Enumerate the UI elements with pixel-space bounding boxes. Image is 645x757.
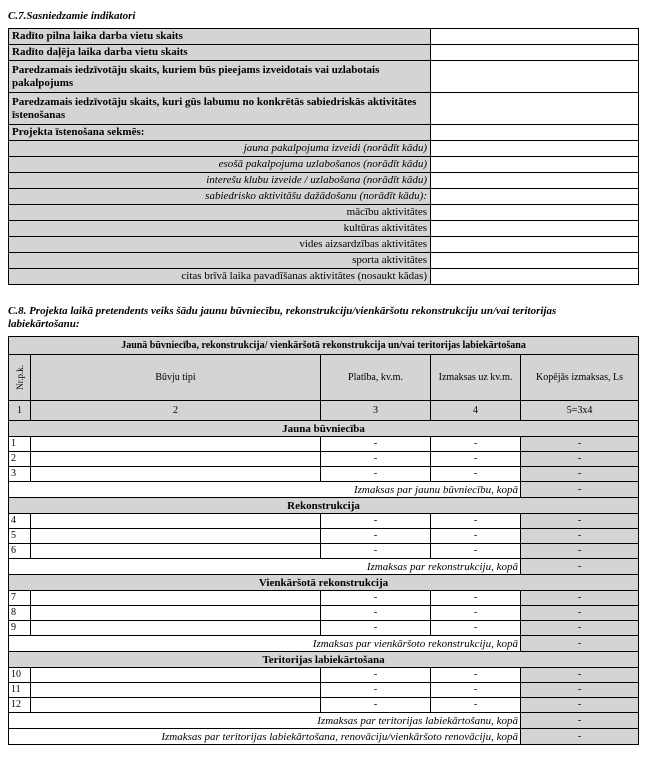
indicator-label: interešu klubu izveide / uzlabošana (norādīt kādu) (9, 173, 431, 189)
building-type-cell[interactable] (31, 698, 321, 713)
indicator-value-cell[interactable] (431, 237, 639, 253)
indicator-value-cell[interactable] (431, 157, 639, 173)
total-cost-cell: - (521, 467, 639, 482)
building-type-cell[interactable] (31, 467, 321, 482)
section-title: Jauna būvniecība (9, 421, 639, 437)
building-type-cell[interactable] (31, 668, 321, 683)
column-number: 4 (431, 401, 521, 421)
total-cost-cell: - (521, 683, 639, 698)
table-row (9, 529, 639, 544)
cost-per-sqm-cell[interactable]: - (431, 452, 521, 467)
table-row (9, 591, 639, 606)
indicator-value-cell[interactable] (431, 173, 639, 189)
row-number: 4 (9, 514, 31, 529)
total-cost-cell: - (521, 668, 639, 683)
subtotal-label: Izmaksas par jaunu būvniecību, kopā (9, 482, 521, 498)
column-header: Būvju tipi (31, 355, 321, 401)
total-cost-cell: - (521, 514, 639, 529)
indicator-label: Radīto daļēja laika darba vietu skaits (9, 45, 431, 61)
indicator-row (9, 125, 639, 141)
area-cell[interactable]: - (321, 698, 431, 713)
indicator-label: sabiedrisko aktivitāšu dažādošanu (norādīt kādu): (9, 189, 431, 205)
area-cell[interactable]: - (321, 683, 431, 698)
total-cost-cell: - (521, 698, 639, 713)
building-type-cell[interactable] (31, 621, 321, 636)
cost-per-sqm-cell[interactable]: - (431, 698, 521, 713)
indicator-value-cell[interactable] (431, 125, 639, 141)
indicator-label: vides aizsardzības aktivitātes (9, 237, 431, 253)
column-number: 3 (321, 401, 431, 421)
indicator-label: esošā pakalpojuma uzlabošanos (norādīt kādu) (9, 157, 431, 173)
indicator-value-cell[interactable] (431, 205, 639, 221)
indicator-label: Paredzamais iedzīvotāju skaits, kuri gūs labumu no konkrētās sabiedriskās aktivitātes īstenošanas (9, 93, 431, 125)
cost-per-sqm-cell[interactable]: - (431, 591, 521, 606)
row-number: 1 (9, 437, 31, 452)
section-c7-title: C.7.Sasniedzamie indikatori (8, 10, 136, 22)
indicators-table (8, 28, 639, 285)
row-number: 10 (9, 668, 31, 683)
indicator-row (9, 253, 639, 269)
total-cost-cell: - (521, 437, 639, 452)
indicator-value-cell[interactable] (431, 93, 639, 125)
area-cell[interactable]: - (321, 529, 431, 544)
table-header-row (9, 337, 639, 355)
section-title: Rekonstrukcija (9, 498, 639, 514)
area-cell[interactable]: - (321, 621, 431, 636)
column-header-label: Nr.p.k. (14, 365, 25, 390)
indicator-value-cell[interactable] (431, 221, 639, 237)
section-title-row (9, 421, 639, 437)
column-header: Kopējās izmaksas, Ls (521, 355, 639, 401)
subtotal-row (9, 713, 639, 729)
building-type-cell[interactable] (31, 514, 321, 529)
table-row (9, 698, 639, 713)
total-cost-cell: - (521, 621, 639, 636)
table-header: Jaunā būvniecība, rekonstrukcija/ vienkāršotā rekonstrukcija un/vai teritorijas labiekārtošana (9, 337, 639, 355)
area-cell[interactable]: - (321, 606, 431, 621)
indicator-value-cell[interactable] (431, 45, 639, 61)
total-cost-cell: - (521, 452, 639, 467)
area-cell[interactable]: - (321, 514, 431, 529)
table-row (9, 668, 639, 683)
indicator-value-cell[interactable] (431, 61, 639, 93)
indicator-row (9, 141, 639, 157)
row-number: 12 (9, 698, 31, 713)
indicator-value-cell[interactable] (431, 189, 639, 205)
building-type-cell[interactable] (31, 529, 321, 544)
table-row (9, 514, 639, 529)
table-row (9, 467, 639, 482)
column-number: 2 (31, 401, 321, 421)
total-cost-cell: - (521, 591, 639, 606)
indicator-label: Radīto pilna laika darba vietu skaits (9, 29, 431, 45)
column-header: Platība, kv.m. (321, 355, 431, 401)
area-cell[interactable]: - (321, 591, 431, 606)
cost-per-sqm-cell[interactable]: - (431, 668, 521, 683)
indicator-label: Projekta īstenošana sekmēs: (9, 125, 431, 141)
building-type-cell[interactable] (31, 437, 321, 452)
subtotal-value: - (521, 713, 639, 729)
indicator-row (9, 237, 639, 253)
cost-per-sqm-cell[interactable]: - (431, 606, 521, 621)
building-type-cell[interactable] (31, 591, 321, 606)
subtotal-value: - (521, 636, 639, 652)
cost-per-sqm-cell[interactable]: - (431, 529, 521, 544)
indicator-row (9, 157, 639, 173)
indicator-label: citas brīvā laika pavadīšanas aktivitātes (nosaukt kādas) (9, 269, 431, 285)
section-title-row (9, 498, 639, 514)
indicator-value-cell[interactable] (431, 29, 639, 45)
subtotal-label: Izmaksas par rekonstrukciju, kopā (9, 559, 521, 575)
indicator-row (9, 221, 639, 237)
column-number: 5=3x4 (521, 401, 639, 421)
table-row (9, 452, 639, 467)
indicator-label: kultūras aktivitātes (9, 221, 431, 237)
grand-total-row (9, 729, 639, 745)
subtotal-label: Izmaksas par vienkāršoto rekonstrukciju, kopā (9, 636, 521, 652)
indicator-row (9, 45, 639, 61)
cost-per-sqm-cell[interactable]: - (431, 683, 521, 698)
row-number: 2 (9, 452, 31, 467)
area-cell[interactable]: - (321, 668, 431, 683)
indicator-row (9, 29, 639, 45)
section-c8-title-line1: C.8. Projekta laikā pretendents veiks šādu jaunu būvniecību, rekonstrukciju/vienkāršotu rekonstrukciju un/vai teritorijas (8, 305, 557, 317)
table-row (9, 606, 639, 621)
indicator-row (9, 205, 639, 221)
indicator-value-cell[interactable] (431, 269, 639, 285)
total-cost-cell: - (521, 529, 639, 544)
section-title: Teritorijas labiekārtošana (9, 652, 639, 668)
indicator-row (9, 173, 639, 189)
column-header-row (9, 355, 639, 401)
section-c8-title (8, 305, 638, 331)
subtotal-label: Izmaksas par teritorijas labiekārtošanu, kopā (9, 713, 521, 729)
building-type-cell[interactable] (31, 606, 321, 621)
table-row (9, 621, 639, 636)
indicator-row (9, 189, 639, 205)
subtotal-value: - (521, 559, 639, 575)
row-number: 6 (9, 544, 31, 559)
building-type-cell[interactable] (31, 544, 321, 559)
row-number: 7 (9, 591, 31, 606)
cost-per-sqm-cell[interactable]: - (431, 467, 521, 482)
building-type-cell[interactable] (31, 452, 321, 467)
column-number: 1 (9, 401, 31, 421)
indicator-label: jauna pakalpojuma izveidi (norādīt kādu) (9, 141, 431, 157)
subtotal-row (9, 482, 639, 498)
section-title-row (9, 652, 639, 668)
building-type-cell[interactable] (31, 683, 321, 698)
row-number: 11 (9, 683, 31, 698)
total-cost-cell: - (521, 544, 639, 559)
subtotal-row (9, 559, 639, 575)
cost-per-sqm-cell[interactable]: - (431, 621, 521, 636)
indicator-row (9, 61, 639, 93)
grand-total-label: Izmaksas par teritorijas labiekārtošana, renovāciju/vienkāršoto renovāciju, kopā (9, 729, 521, 745)
row-number: 5 (9, 529, 31, 544)
table-row (9, 437, 639, 452)
area-cell[interactable]: - (321, 437, 431, 452)
subtotal-value: - (521, 482, 639, 498)
row-number: 9 (9, 621, 31, 636)
section-title: Vienkāršotā rekonstrukcija (9, 575, 639, 591)
section-title-row (9, 575, 639, 591)
table-row (9, 683, 639, 698)
indicator-value-cell[interactable] (431, 141, 639, 157)
column-header (9, 355, 31, 401)
column-header: Izmaksas uz kv.m. (431, 355, 521, 401)
construction-table (8, 336, 639, 745)
row-number: 8 (9, 606, 31, 621)
area-cell[interactable]: - (321, 452, 431, 467)
cost-per-sqm-cell[interactable]: - (431, 437, 521, 452)
row-number: 3 (9, 467, 31, 482)
indicator-row (9, 93, 639, 125)
indicator-label: sporta aktivitātes (9, 253, 431, 269)
indicator-row (9, 269, 639, 285)
table-row (9, 544, 639, 559)
section-c8-title-line2: labiekārtošanu: (8, 318, 80, 330)
column-number-row (9, 401, 639, 421)
indicator-label: Paredzamais iedzīvotāju skaits, kuriem būs pieejams izveidotais vai uzlabotais pakalpojums (9, 61, 431, 93)
subtotal-row (9, 636, 639, 652)
area-cell[interactable]: - (321, 544, 431, 559)
total-cost-cell: - (521, 606, 639, 621)
grand-total-value: - (521, 729, 639, 745)
indicator-value-cell[interactable] (431, 253, 639, 269)
cost-per-sqm-cell[interactable]: - (431, 514, 521, 529)
area-cell[interactable]: - (321, 467, 431, 482)
indicator-label: mācību aktivitātes (9, 205, 431, 221)
cost-per-sqm-cell[interactable]: - (431, 544, 521, 559)
